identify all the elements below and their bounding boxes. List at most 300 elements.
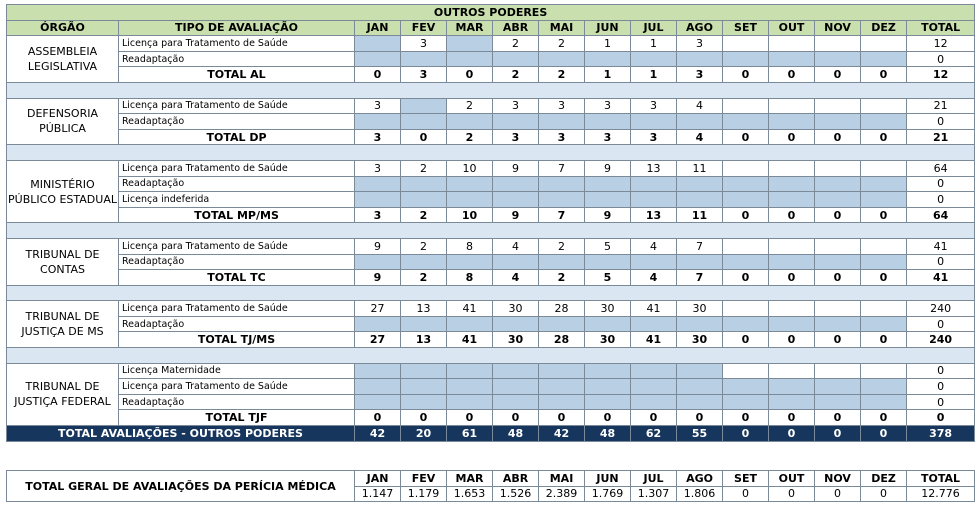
row-total: 0 (907, 254, 975, 270)
month-value (677, 254, 723, 270)
group-total-value: 0 (447, 67, 493, 83)
month-value (861, 36, 907, 52)
evaluation-type: Readaptação (119, 114, 355, 130)
month-value (815, 114, 861, 130)
group-total-value: 5 (585, 270, 631, 286)
group-total-value: 0 (723, 207, 769, 223)
month-value (723, 36, 769, 52)
header-month: ABR (493, 20, 539, 36)
evaluation-type: Readaptação (119, 176, 355, 192)
group-total-value: 0 (355, 67, 401, 83)
month-value: 2 (539, 36, 585, 52)
month-value (355, 363, 401, 379)
summary-value: 1.147 (355, 486, 401, 502)
month-value: 3 (585, 98, 631, 114)
table-title: OUTROS PODERES (7, 5, 975, 21)
month-value (769, 36, 815, 52)
month-value (447, 192, 493, 208)
month-value: 3 (401, 36, 447, 52)
month-value (585, 51, 631, 67)
table-row (7, 36, 975, 52)
group-total-label: TOTAL AL (119, 67, 355, 83)
month-value: 4 (677, 98, 723, 114)
row-total: 21 (907, 98, 975, 114)
group-total-value: 0 (631, 410, 677, 426)
month-value (585, 176, 631, 192)
month-value (355, 51, 401, 67)
group-total-value: 0 (723, 410, 769, 426)
group-total-row (7, 129, 975, 145)
evaluation-type: Licença para Tratamento de Saúde (119, 36, 355, 52)
group-total-value: 28 (539, 332, 585, 348)
summary-value: 0 (861, 486, 907, 502)
group-total-value: 9 (585, 207, 631, 223)
row-total: 0 (907, 176, 975, 192)
month-value (769, 238, 815, 254)
orgao-name: TRIBUNAL DE CONTAS (7, 238, 119, 285)
month-value: 41 (631, 301, 677, 317)
header-total: TOTAL (907, 20, 975, 36)
group-total-value: 0 (723, 332, 769, 348)
evaluation-type: Licença para Tratamento de Saúde (119, 98, 355, 114)
month-value (631, 176, 677, 192)
group-total-value: 30 (585, 332, 631, 348)
month-value (723, 363, 769, 379)
month-value: 3 (493, 98, 539, 114)
group-total-value: 4 (677, 129, 723, 145)
evaluation-type: Licença Maternidade (119, 363, 355, 379)
month-value (723, 51, 769, 67)
month-value (355, 114, 401, 130)
month-value (815, 238, 861, 254)
group-grand-total: 240 (907, 332, 975, 348)
summary-header-row (7, 471, 975, 487)
group-total-value: 0 (769, 410, 815, 426)
month-value (631, 192, 677, 208)
group-total-value: 0 (861, 270, 907, 286)
table-row (7, 394, 975, 410)
month-value (723, 176, 769, 192)
table-row (7, 98, 975, 114)
group-total-value: 0 (401, 410, 447, 426)
month-value (631, 114, 677, 130)
evaluation-type: Licença para Tratamento de Saúde (119, 160, 355, 176)
separator (7, 145, 975, 161)
group-total-value: 0 (769, 270, 815, 286)
separator-row (7, 145, 975, 161)
group-total-value: 0 (861, 207, 907, 223)
month-value (493, 363, 539, 379)
group-total-value: 41 (447, 332, 493, 348)
summary-value: 1.806 (677, 486, 723, 502)
header-month: SET (723, 20, 769, 36)
summary-header-month: SET (723, 471, 769, 487)
orgao-name: ASSEMBLEIA LEGISLATIVA (7, 36, 119, 83)
group-total-value: 0 (815, 129, 861, 145)
group-total-value: 0 (815, 270, 861, 286)
grand-total-value: 0 (769, 426, 815, 442)
month-value: 10 (447, 160, 493, 176)
month-value (631, 316, 677, 332)
month-value (723, 254, 769, 270)
summary-header-month: ABR (493, 471, 539, 487)
summary-header-month: AGO (677, 471, 723, 487)
group-total-row (7, 332, 975, 348)
month-value (493, 51, 539, 67)
month-value (447, 176, 493, 192)
month-value (769, 176, 815, 192)
month-value (447, 114, 493, 130)
group-total-value: 2 (539, 67, 585, 83)
month-value (677, 363, 723, 379)
evaluation-type: Readaptação (119, 51, 355, 67)
month-value (861, 363, 907, 379)
separator-row (7, 223, 975, 239)
month-value (539, 394, 585, 410)
month-value (401, 98, 447, 114)
group-total-value: 3 (585, 129, 631, 145)
row-total: 0 (907, 114, 975, 130)
month-value (815, 301, 861, 317)
month-value (539, 379, 585, 395)
month-value (769, 316, 815, 332)
month-value (677, 394, 723, 410)
group-total-value: 3 (539, 129, 585, 145)
month-value (539, 114, 585, 130)
group-total-value: 9 (355, 270, 401, 286)
group-total-value: 0 (861, 67, 907, 83)
row-total: 0 (907, 363, 975, 379)
summary-header-month: OUT (769, 471, 815, 487)
separator-row (7, 82, 975, 98)
separator (7, 285, 975, 301)
month-value (815, 254, 861, 270)
evaluation-type: Readaptação (119, 316, 355, 332)
header-month: JUL (631, 20, 677, 36)
summary-label: TOTAL GERAL DE AVALIAÇÕES DA PERÍCIA MÉDICA (7, 471, 355, 502)
table-row (7, 51, 975, 67)
month-value: 9 (355, 238, 401, 254)
month-value (815, 316, 861, 332)
month-value (401, 394, 447, 410)
orgao-name: MINISTÉRIO PÚBLICO ESTADUAL (7, 160, 119, 222)
month-value (585, 394, 631, 410)
month-value (723, 238, 769, 254)
month-value (401, 51, 447, 67)
month-value (539, 254, 585, 270)
row-total: 0 (907, 51, 975, 67)
month-value (769, 363, 815, 379)
month-value: 3 (677, 36, 723, 52)
month-value (401, 254, 447, 270)
summary-value: 2.389 (539, 486, 585, 502)
group-total-value: 0 (861, 410, 907, 426)
group-total-value: 41 (631, 332, 677, 348)
month-value (401, 176, 447, 192)
month-value (447, 363, 493, 379)
month-value (861, 98, 907, 114)
separator (7, 348, 975, 364)
grand-total-value: 48 (493, 426, 539, 442)
month-value (769, 192, 815, 208)
group-total-row (7, 410, 975, 426)
group-grand-total: 12 (907, 67, 975, 83)
month-value: 2 (539, 238, 585, 254)
group-total-value: 7 (677, 270, 723, 286)
month-value (677, 379, 723, 395)
month-value (861, 238, 907, 254)
month-value (769, 98, 815, 114)
month-value (769, 379, 815, 395)
month-value (677, 192, 723, 208)
month-value: 28 (539, 301, 585, 317)
month-value (723, 316, 769, 332)
group-total-value: 0 (723, 270, 769, 286)
month-value (355, 192, 401, 208)
group-total-label: TOTAL TJF (119, 410, 355, 426)
summary-value: 0 (769, 486, 815, 502)
header-month: AGO (677, 20, 723, 36)
grand-total-value: 48 (585, 426, 631, 442)
month-value (631, 379, 677, 395)
summary-header-month: NOV (815, 471, 861, 487)
separator (7, 223, 975, 239)
group-total-value: 0 (723, 67, 769, 83)
group-total-value: 13 (631, 207, 677, 223)
month-value (447, 254, 493, 270)
month-value (539, 316, 585, 332)
group-total-value: 3 (355, 207, 401, 223)
month-value (355, 254, 401, 270)
group-total-value: 0 (815, 332, 861, 348)
separator-row (7, 348, 975, 364)
summary-value: 1.769 (585, 486, 631, 502)
row-total: 12 (907, 36, 975, 52)
month-value (539, 363, 585, 379)
month-value (861, 301, 907, 317)
group-total-value: 8 (447, 270, 493, 286)
group-total-value: 27 (355, 332, 401, 348)
group-total-value: 4 (493, 270, 539, 286)
month-value (355, 379, 401, 395)
group-total-value: 0 (815, 207, 861, 223)
month-value (585, 379, 631, 395)
header-month: FEV (401, 20, 447, 36)
month-value (447, 36, 493, 52)
group-total-value: 2 (539, 270, 585, 286)
month-value (723, 394, 769, 410)
month-value (355, 316, 401, 332)
month-value: 2 (401, 160, 447, 176)
month-value (861, 192, 907, 208)
group-total-value: 1 (585, 67, 631, 83)
grand-total-value: 0 (815, 426, 861, 442)
month-value (539, 51, 585, 67)
group-total-value: 0 (493, 410, 539, 426)
group-total-value: 0 (815, 67, 861, 83)
month-value (861, 394, 907, 410)
evaluation-type: Licença para Tratamento de Saúde (119, 238, 355, 254)
month-value (631, 254, 677, 270)
table-row (7, 114, 975, 130)
header-tipo: TIPO DE AVALIAÇÃO (119, 20, 355, 36)
separator-row (7, 285, 975, 301)
month-value: 3 (539, 98, 585, 114)
row-total: 0 (907, 379, 975, 395)
month-value: 8 (447, 238, 493, 254)
group-total-value: 0 (861, 129, 907, 145)
header-month: NOV (815, 20, 861, 36)
month-value (861, 176, 907, 192)
month-value (355, 394, 401, 410)
row-total: 0 (907, 394, 975, 410)
evaluation-type: Licença indeferida (119, 192, 355, 208)
group-total-value: 0 (769, 332, 815, 348)
month-value (585, 192, 631, 208)
month-value: 7 (539, 160, 585, 176)
row-total: 41 (907, 238, 975, 254)
month-value: 11 (677, 160, 723, 176)
group-total-label: TOTAL DP (119, 129, 355, 145)
month-value (769, 254, 815, 270)
table-row (7, 363, 975, 379)
grand-total-row (7, 426, 975, 442)
group-total-value: 0 (861, 332, 907, 348)
group-total-value: 11 (677, 207, 723, 223)
month-value (815, 379, 861, 395)
month-value (447, 51, 493, 67)
month-value (401, 114, 447, 130)
month-value (355, 176, 401, 192)
row-total: 240 (907, 301, 975, 317)
month-value (493, 114, 539, 130)
group-total-value: 0 (723, 129, 769, 145)
month-value (401, 192, 447, 208)
group-total-value: 0 (769, 67, 815, 83)
group-total-value: 0 (815, 410, 861, 426)
month-value (447, 394, 493, 410)
main-table (6, 4, 975, 442)
orgao-name: TRIBUNAL DE JUSTIÇA DE MS (7, 301, 119, 348)
grand-total-label: TOTAL AVALIAÇÕES - OUTROS PODERES (7, 426, 355, 442)
month-value (401, 316, 447, 332)
evaluation-type: Readaptação (119, 394, 355, 410)
row-total: 64 (907, 160, 975, 176)
grand-total-value: 55 (677, 426, 723, 442)
month-value (815, 98, 861, 114)
month-value (631, 363, 677, 379)
header-month: MAI (539, 20, 585, 36)
group-total-value: 0 (769, 129, 815, 145)
month-value (769, 51, 815, 67)
table-row (7, 379, 975, 395)
month-value (861, 160, 907, 176)
table-row (7, 160, 975, 176)
month-value (815, 51, 861, 67)
month-value: 30 (493, 301, 539, 317)
month-value (585, 316, 631, 332)
month-value (815, 394, 861, 410)
header-month: JAN (355, 20, 401, 36)
grand-total-value: 42 (355, 426, 401, 442)
group-total-row (7, 67, 975, 83)
month-value (585, 363, 631, 379)
header-month: JUN (585, 20, 631, 36)
month-value (493, 192, 539, 208)
group-total-value: 2 (401, 207, 447, 223)
month-value (723, 192, 769, 208)
table-row (7, 192, 975, 208)
group-total-value: 13 (401, 332, 447, 348)
month-value: 3 (355, 98, 401, 114)
group-total-value: 3 (493, 129, 539, 145)
evaluation-type: Licença para Tratamento de Saúde (119, 301, 355, 317)
summary-header-month: JUL (631, 471, 677, 487)
month-value (493, 379, 539, 395)
summary-value: 1.307 (631, 486, 677, 502)
month-value: 4 (493, 238, 539, 254)
month-value (401, 363, 447, 379)
month-value: 9 (493, 160, 539, 176)
group-total-value: 9 (493, 207, 539, 223)
month-value (815, 36, 861, 52)
month-value (769, 301, 815, 317)
group-total-value: 3 (631, 129, 677, 145)
month-value (493, 176, 539, 192)
month-value (723, 160, 769, 176)
month-value (769, 114, 815, 130)
group-total-value: 0 (677, 410, 723, 426)
group-total-value: 0 (769, 207, 815, 223)
month-value: 4 (631, 238, 677, 254)
group-total-value: 0 (401, 129, 447, 145)
month-value (585, 254, 631, 270)
summary-header-month: DEZ (861, 471, 907, 487)
grand-total-value: 42 (539, 426, 585, 442)
month-value: 13 (631, 160, 677, 176)
group-total-value: 30 (677, 332, 723, 348)
month-value (723, 379, 769, 395)
month-value: 27 (355, 301, 401, 317)
month-value (861, 51, 907, 67)
month-value: 13 (401, 301, 447, 317)
summary-header-month: FEV (401, 471, 447, 487)
month-value (723, 114, 769, 130)
group-total-value: 7 (539, 207, 585, 223)
summary-header-total: TOTAL (907, 471, 975, 487)
summary-table (6, 470, 975, 502)
summary-header-month: MAR (447, 471, 493, 487)
summary-total: 12.776 (907, 486, 975, 502)
month-value (815, 176, 861, 192)
grand-total-value: 62 (631, 426, 677, 442)
group-total-value: 0 (539, 410, 585, 426)
group-total-value: 2 (447, 129, 493, 145)
separator (7, 82, 975, 98)
title-row (7, 5, 975, 21)
month-value (493, 394, 539, 410)
group-total-label: TOTAL TJ/MS (119, 332, 355, 348)
header-month: DEZ (861, 20, 907, 36)
orgao-name: TRIBUNAL DE JUSTIÇA FEDERAL (7, 363, 119, 425)
group-total-row (7, 270, 975, 286)
table-row (7, 316, 975, 332)
table-row (7, 254, 975, 270)
month-value (677, 316, 723, 332)
month-value (447, 379, 493, 395)
evaluation-type: Readaptação (119, 254, 355, 270)
group-grand-total: 0 (907, 410, 975, 426)
